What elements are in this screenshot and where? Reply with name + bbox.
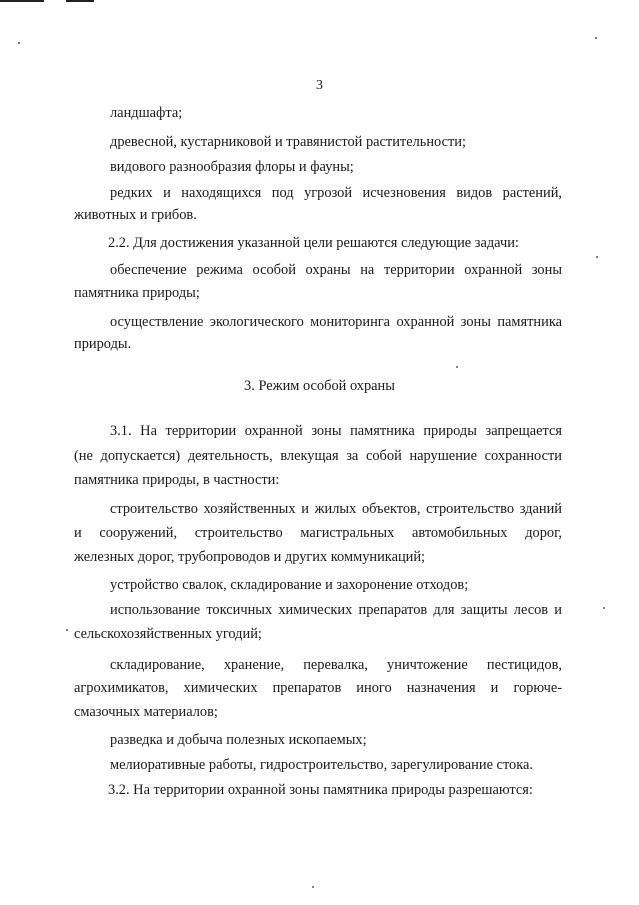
text-line: ландшафта; (110, 105, 183, 121)
text-line: (не допускается) деятельность, влекущая за собой нарушение сохранности (74, 448, 562, 464)
scan-speck (596, 256, 598, 258)
text-line: редких и находящихся под угрозой исчезновения видов растений, (110, 185, 562, 201)
text-line: и сооружений, строительство магистральных автомобильных дорог, (74, 525, 562, 541)
text-line: древесной, кустарниковой и травянистой растительности; (110, 134, 466, 150)
text-line: разведка и добыча полезных ископаемых; (110, 732, 367, 748)
text-line: устройство свалок, складирование и захоронение отходов; (110, 577, 469, 593)
page-number: 3 (316, 78, 323, 93)
text-line: мелиоративные работы, гидростроительство, зарегулирование стока. (110, 757, 533, 773)
text-line: памятника природы, в частности: (74, 472, 280, 488)
text-line: природы. (74, 336, 132, 352)
text-line: складирование, хранение, перевалка, уничтожение пестицидов, (110, 657, 562, 673)
text-line: смазочных материалов; (74, 704, 218, 720)
text-line: обеспечение режима особой охраны на территории охранной зоны (110, 262, 562, 278)
text-line: использование токсичных химических препаратов для защиты лесов и (110, 602, 562, 618)
text-line: видового разнообразия флоры и фауны; (110, 159, 354, 175)
text-line: осуществление экологического мониторинга охранной зоны памятника (110, 314, 562, 330)
scan-edge-mark (0, 0, 44, 2)
text-line: строительство хозяйственных и жилых объектов, строительство зданий (110, 501, 562, 517)
scan-speck (66, 629, 68, 631)
text-line: железных дорог, трубопроводов и других коммуникаций; (74, 549, 426, 565)
text-line: сельскохозяйственных угодий; (74, 626, 262, 642)
scan-speck (595, 37, 597, 39)
text-line: агрохимикатов, химических препаратов иного назначения и горюче- (74, 680, 562, 696)
scan-speck (456, 366, 458, 368)
scan-speck (603, 607, 605, 609)
scan-speck (312, 886, 314, 888)
section-heading: 3. Режим особой охраны (244, 378, 395, 394)
text-line: животных и грибов. (74, 207, 197, 223)
text-line: памятника природы; (74, 285, 200, 301)
text-line: 3.1. На территории охранной зоны памятника природы запрещается (110, 423, 562, 439)
text-line: 3.2. На территории охранной зоны памятника природы разрешаются: (108, 782, 533, 798)
text-line: 2.2. Для достижения указанной цели решаются следующие задачи: (108, 235, 519, 251)
scan-speck (18, 42, 20, 44)
scan-edge-mark (66, 0, 94, 2)
